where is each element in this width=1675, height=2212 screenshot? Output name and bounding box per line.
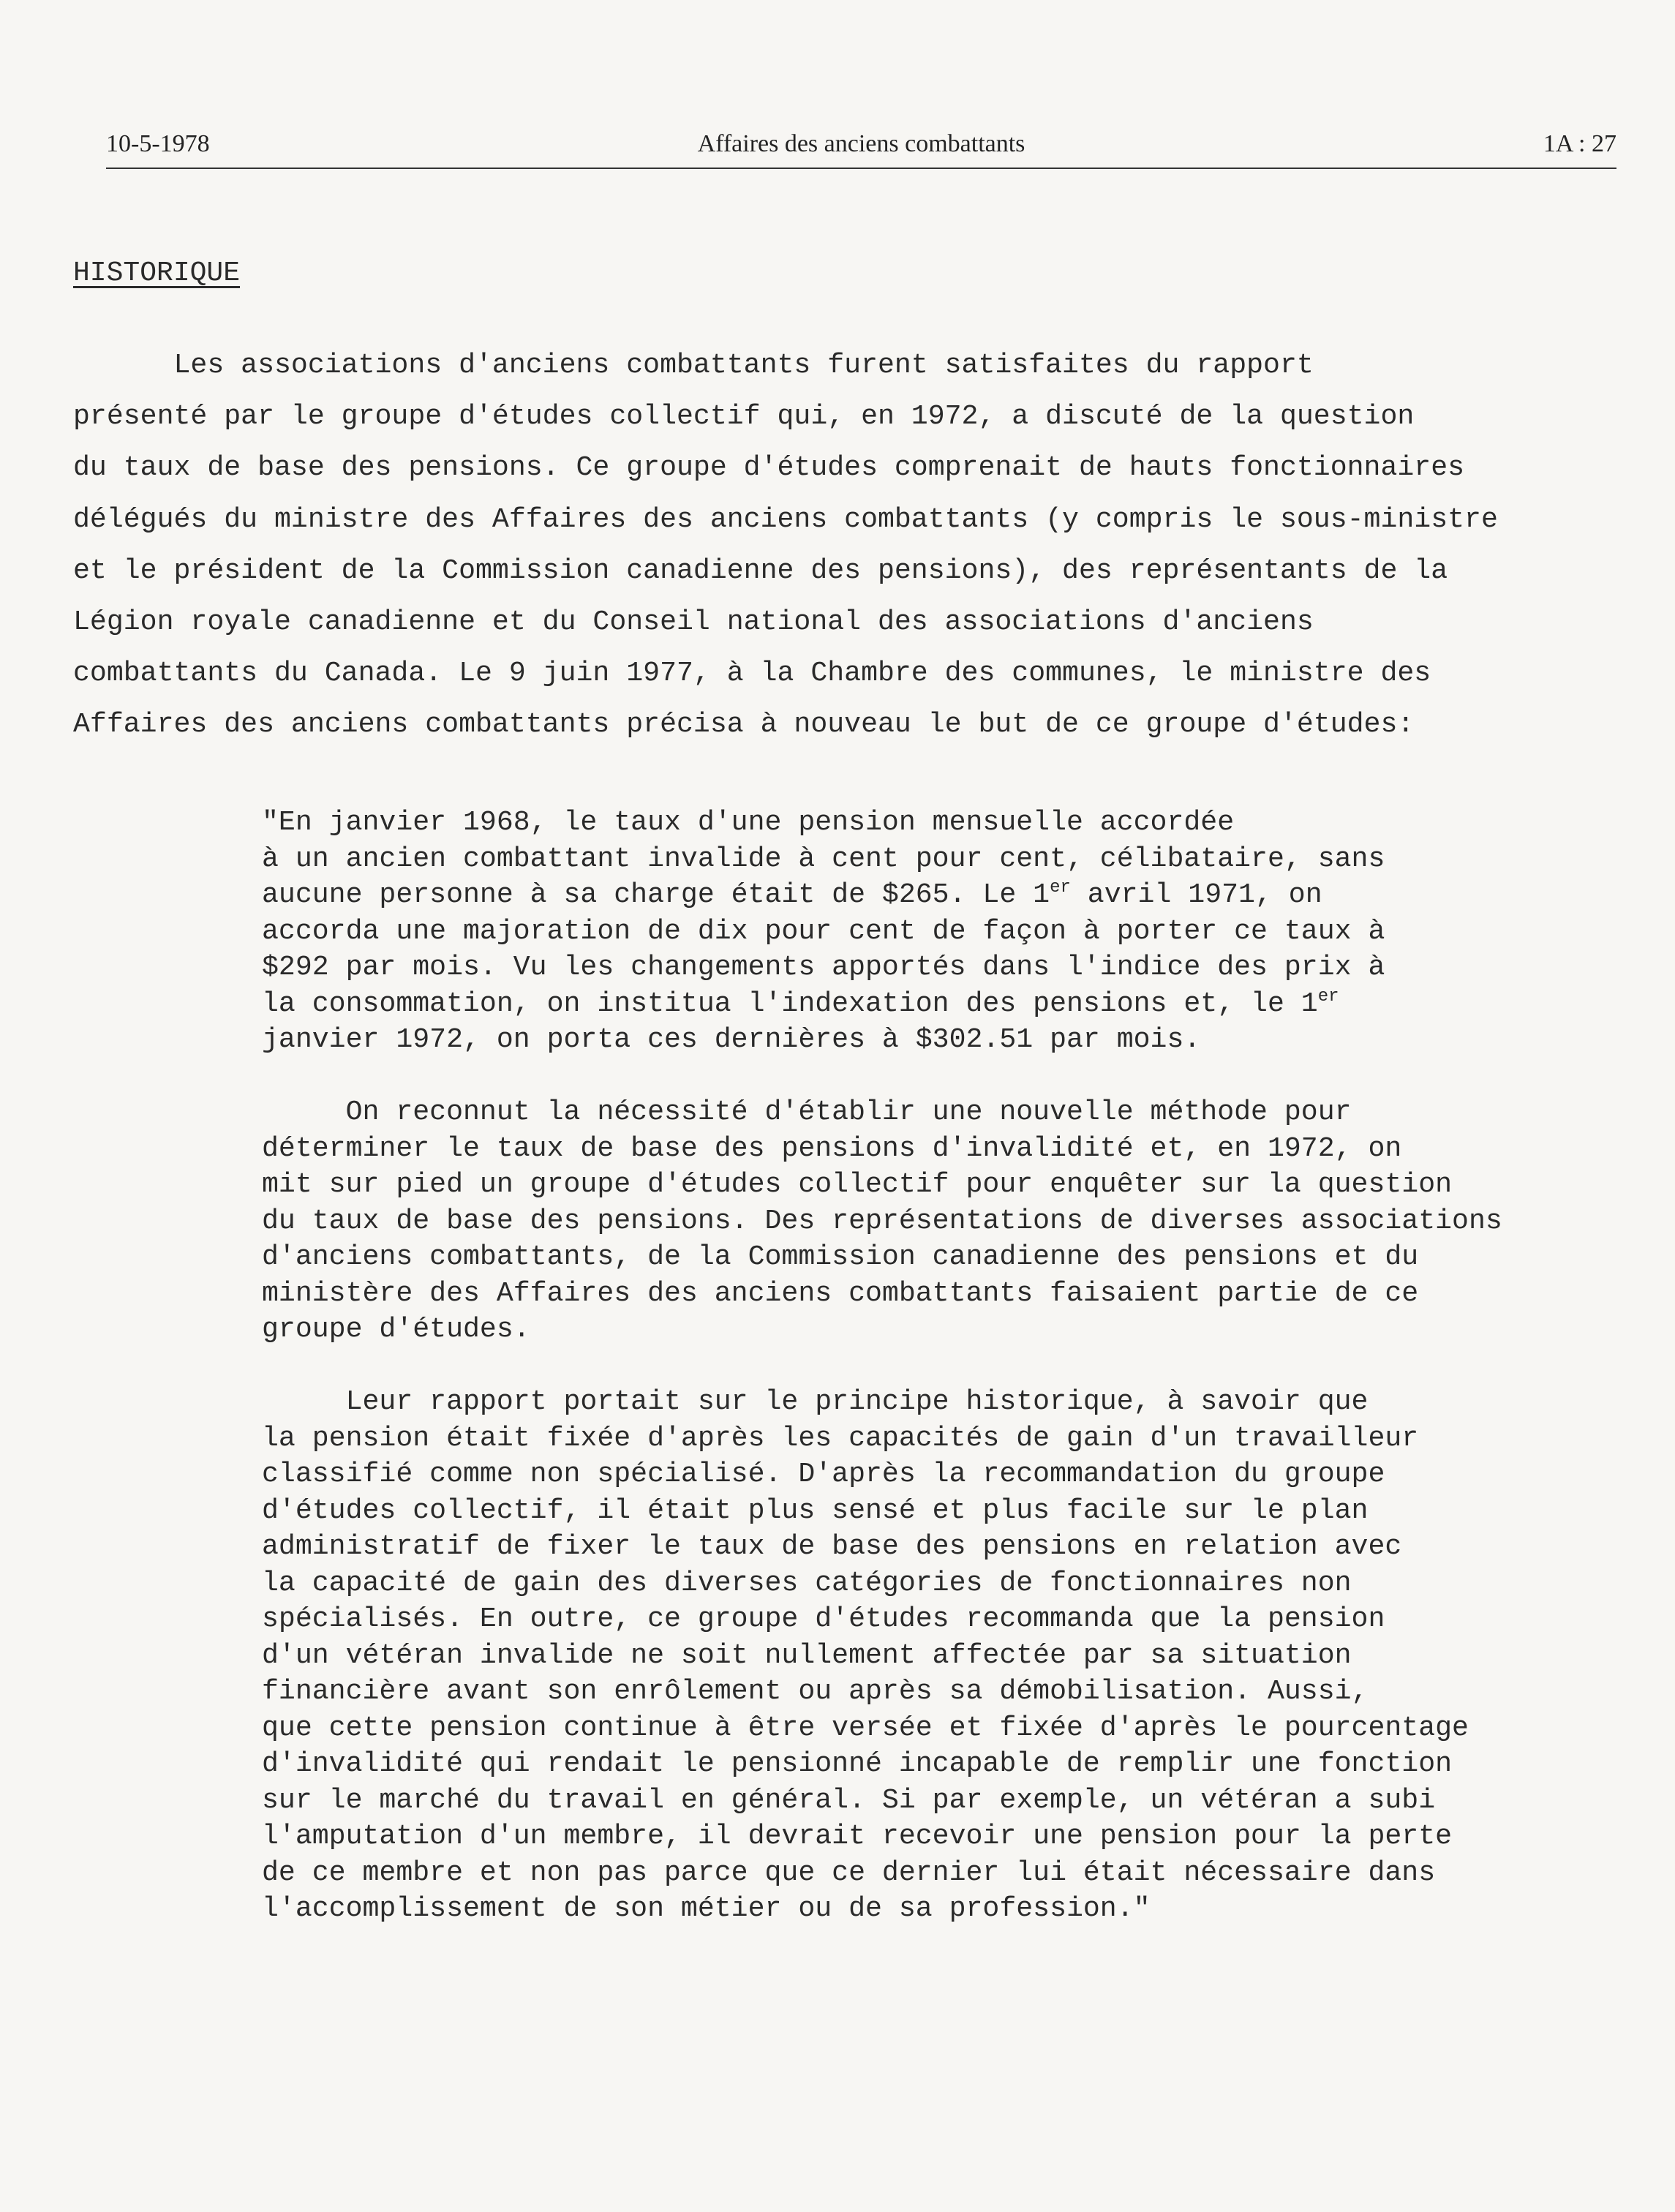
text-line: financière avant son enrôlement ou après sa démobilisation. Aussi,: [262, 1676, 1369, 1707]
text-line: Légion royale canadienne et du Conseil national des associations d'anciens: [73, 606, 1314, 639]
text-line: Les associations d'anciens combattants furent satisfaites du rapport: [73, 350, 1314, 381]
quotation-block: [262, 805, 1502, 1927]
text-line: [262, 877, 1502, 914]
text-line: l'amputation d'un membre, il devrait recevoir une pension pour la perte: [262, 1821, 1453, 1852]
text-segment: avril 1971, on: [1070, 879, 1322, 911]
text-line: de ce membre et non pas parce que ce dernier lui était nécessaire dans: [262, 1856, 1436, 1889]
text-line: spécialisés. En outre, ce groupe d'études recommanda que la pension: [262, 1603, 1385, 1635]
blank-line: [262, 1058, 1502, 1095]
blank-line: [262, 1348, 1502, 1385]
text-line: délégués du ministre des Affaires des anciens combattants (y compris le sous-ministre: [73, 503, 1498, 535]
text-line: [262, 986, 1502, 1023]
text-line: que cette pension continue à être versée et fixée d'après le pourcentage: [262, 1712, 1469, 1744]
text-line: Affaires des anciens combattants précisa à nouveau le but de ce groupe d'études:: [73, 709, 1415, 741]
text-line: la capacité de gain des diverses catégories de fonctionnaires non: [262, 1567, 1352, 1599]
superscript: er: [1317, 986, 1339, 1007]
text-line: déterminer le taux de base des pensions d'invalidité et, en 1972, on: [262, 1132, 1402, 1165]
text-line: d'anciens combattants, de la Commission canadienne des pensions et du: [262, 1241, 1419, 1273]
text-line: la pension était fixée d'après les capacités de gain d'un travailleur: [262, 1422, 1419, 1454]
header-title: Affaires des anciens combattants: [697, 130, 1025, 157]
text-line: du taux de base des pensions. Ce groupe d'études comprenait de hauts fonctionnaires: [73, 452, 1465, 484]
text-segment: la consommation, on institua l'indexation des pensions et, le 1: [262, 988, 1318, 1020]
text-line: janvier 1972, on porta ces dernières à $302.51 par mois.: [262, 1024, 1201, 1056]
text-line: à un ancien combattant invalide à cent pour cent, célibataire, sans: [262, 843, 1385, 875]
text-segment: aucune personne à sa charge était de $265. Le 1: [262, 879, 1050, 911]
header-rule: [106, 168, 1616, 169]
text-line: d'études collectif, il était plus sensé et plus facile sur le plan: [262, 1494, 1369, 1527]
text-line: Leur rapport portait sur le principe historique, à savoir que: [262, 1386, 1369, 1418]
text-line: l'accomplissement de son métier ou de sa profession.": [262, 1893, 1151, 1925]
text-line: ministère des Affaires des anciens combattants faisaient partie de ce: [262, 1277, 1419, 1309]
text-line: On reconnut la nécessité d'établir une nouvelle méthode pour: [262, 1096, 1352, 1128]
text-line: sur le marché du travail en général. Si par exemple, un vétéran a subi: [262, 1784, 1436, 1816]
section-heading: HISTORIQUE: [73, 257, 241, 289]
text-line: présenté par le groupe d'études collectif qui, en 1972, a discuté de la question: [73, 401, 1415, 433]
text-line: combattants du Canada. Le 9 juin 1977, à la Chambre des communes, le ministre des: [73, 658, 1431, 690]
intro-paragraph: [73, 340, 1498, 751]
text-line: mit sur pied un groupe d'études collectif pour enquêter sur la question: [262, 1169, 1453, 1200]
superscript: er: [1050, 878, 1071, 898]
text-line: $292 par mois. Vu les changements apportés dans l'indice des prix à: [262, 952, 1385, 983]
header-date: 10-5-1978: [106, 130, 210, 157]
text-line: d'un vétéran invalide ne soit nullement affectée par sa situation: [262, 1639, 1352, 1671]
text-line: groupe d'études.: [262, 1314, 530, 1345]
header-page-number: 1A : 27: [1543, 130, 1616, 157]
page-header: [106, 126, 1616, 167]
text-line: accorda une majoration de dix pour cent de façon à porter ce taux à: [262, 915, 1385, 947]
text-line: "En janvier 1968, le taux d'une pension mensuelle accordée: [262, 807, 1235, 838]
text-line: d'invalidité qui rendait le pensionné incapable de remplir une fonction: [262, 1748, 1453, 1780]
text-line: et le président de la Commission canadienne des pensions), des représentants de la: [73, 554, 1448, 587]
text-line: du taux de base des pensions. Des représentations de diverses associations: [262, 1205, 1502, 1237]
text-line: classifié comme non spécialisé. D'après la recommandation du groupe: [262, 1459, 1385, 1490]
text-line: administratif de fixer le taux de base des pensions en relation avec: [262, 1531, 1402, 1562]
